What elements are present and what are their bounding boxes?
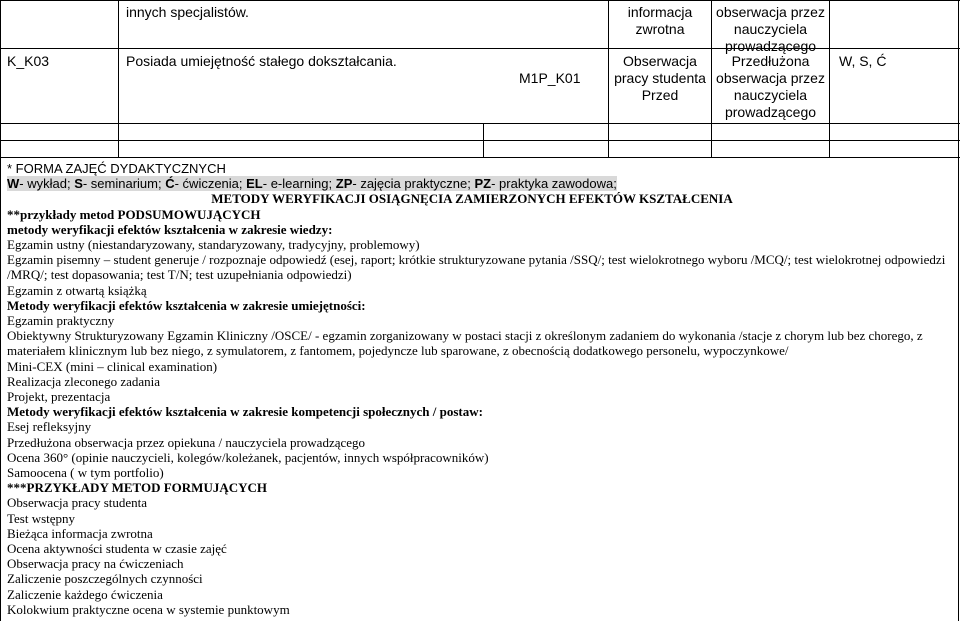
form-item: Obserwacja pracy studenta xyxy=(7,495,148,511)
row1-assessment-line-2: obserwacja przez xyxy=(716,70,825,86)
row1-form: W, S, Ć xyxy=(839,53,887,69)
egzamin-pisemny: Egzamin pisemny – student generuje / rozpoznaje odpowiedź (esej, raport; krótkie strukturyzowane pytania /SSQ/; test wielokrotnego wyboru /MCQ/; test wielokrotnej odpowiedzi /MRQ/; test dopasowania; test T/N; test uzupełniania odpowiedzi) xyxy=(7,252,946,283)
kompetencje-title: Metody weryfikacji efektów kształcenia w zakresie kompetencji społecznych / postaw: xyxy=(7,404,483,420)
legend-key-w: W xyxy=(7,176,20,192)
umiejetnosci-title: Metody weryfikacji efektów kształcenia w zakresie umiejętności: xyxy=(7,297,366,313)
form-item: Bieżąca informacja zwrotna xyxy=(7,525,153,541)
col-border-5 xyxy=(829,0,830,157)
ocena-360: Ocena 360° (opinie nauczycieli, kolegów/koleżanek, pacjentów, innych współpracowników) xyxy=(7,449,489,465)
realizacja: Realizacja zleconego zadania xyxy=(7,373,161,389)
wiedza-title: metody weryfikacji efektów kształcenia w zakresie wiedzy: xyxy=(7,221,333,237)
legend-key-pz: PZ xyxy=(474,176,492,192)
forma-title: * FORMA ZAJĘĆ DYDAKTYCZNYCH xyxy=(7,161,226,176)
row0-assessment-line-3: prowadzącego xyxy=(724,38,817,54)
legend-key-s: S xyxy=(74,176,83,192)
przyklady-form-title: ***PRZYKŁADY METOD FORMUJĄCYCH xyxy=(7,480,267,496)
forma-legend-highlight xyxy=(7,176,617,191)
form-item: Ocena aktywności studenta w czasie zajęć xyxy=(7,541,227,557)
row0-method-line-2: zwrotna xyxy=(635,21,685,37)
egzamin-praktyczny: Egzamin praktyczny xyxy=(7,313,115,329)
row0-description: innych specjalistów. xyxy=(126,4,249,20)
legend-key-c: Ć xyxy=(165,176,175,192)
table-top-border xyxy=(0,0,960,1)
table-row2-top-border xyxy=(0,123,960,124)
egzamin-ksiazka: Egzamin z otwartą książką xyxy=(7,282,147,298)
row1-code: K_K03 xyxy=(7,53,50,69)
legend-label-c: - ćwiczenia; xyxy=(174,176,247,192)
row1-method-line-1: Obserwacja xyxy=(623,53,697,69)
row1-assessment-line-1: Przedłużona xyxy=(731,53,810,69)
row1-method xyxy=(609,53,711,104)
legend-key-zp: ZP xyxy=(335,176,353,192)
table-bottom-border xyxy=(0,157,960,158)
form-item: Test wstępny xyxy=(7,510,76,526)
row1-assessment-line-3: nauczyciela xyxy=(733,87,808,103)
osce: Obiektywny Strukturyzowany Egzamin Kliniczny /OSCE/ - egzamin zorganizowany w postaci stacji z określonym zadaniem do wykonania /stacje z chorym lub bez chorego, z materiałem klinicznym lub bez niego, z symulatorem, z fantomem, pojedyncze lub sparowane, z obecnością dodatkowego personelu, wypoczynkowe/ xyxy=(7,328,923,359)
row1-method-line-2: pracy studenta xyxy=(614,70,706,86)
legend-label-zp: - zajęcia praktyczne; xyxy=(352,176,475,192)
form-item: Zaliczenie każdego ćwiczenia xyxy=(7,586,163,602)
legend-key-el: EL xyxy=(246,176,263,192)
row1-method-line-3: Przed xyxy=(641,87,679,103)
legend-label-w: - wykład; xyxy=(19,176,75,192)
przedluzona: Przedłużona obserwacja przez opiekuna / nauczyciela prowadzącego xyxy=(7,434,366,450)
col-border-2 xyxy=(483,123,484,157)
col-border-right xyxy=(958,0,959,621)
row1-description: Posiada umiejętność stałego dokształcania. xyxy=(126,53,397,69)
row1-ref: M1P_K01 xyxy=(519,70,581,86)
projekt: Projekt, prezentacja xyxy=(7,389,111,405)
legend-label-s: - seminarium; xyxy=(82,176,166,192)
legend-label-el: - e-learning; xyxy=(262,176,336,192)
esej: Esej refleksyjny xyxy=(7,419,92,435)
row0-assessment-line-1: obserwacja przez xyxy=(716,4,825,20)
col-border-left xyxy=(0,0,1,621)
row0-method xyxy=(609,4,711,38)
row0-assessment-line-2: nauczyciela xyxy=(733,21,808,37)
przyklady-podsum-title: **przykłady metod PODSUMOWUJĄCYCH xyxy=(7,206,261,222)
mini-cex: Mini-CEX (mini – clinical examination) xyxy=(7,358,218,374)
row0-assessment xyxy=(712,4,829,55)
row1-assessment-line-4: prowadzącego xyxy=(724,104,817,120)
samoocena: Samoocena ( w tym portfolio) xyxy=(7,465,164,481)
forma-legend xyxy=(7,176,957,191)
table-row3-top-border xyxy=(0,140,960,141)
row0-method-line-1: informacja xyxy=(627,4,693,20)
col-border-1 xyxy=(118,0,119,157)
row1-assessment xyxy=(712,53,829,121)
form-item: Zaliczenie poszczególnych czynności xyxy=(7,571,203,587)
notes-section xyxy=(7,161,957,617)
legend-label-pz: - praktyka zawodowa; xyxy=(491,176,617,192)
form-item: Obserwacja pracy na ćwiczeniach xyxy=(7,556,184,572)
form-item: Kolokwium praktyczne ocena w systemie punktowym xyxy=(7,601,290,617)
egzamin-ustny: Egzamin ustny (niestandaryzowany, standaryzowany, tradycyjny, problemowy) xyxy=(7,237,420,253)
metody-title: METODY WERYFIKACJI OSIĄGNĘCIA ZAMIERZONYCH EFEKTÓW KSZTAŁCENIA xyxy=(211,191,733,207)
